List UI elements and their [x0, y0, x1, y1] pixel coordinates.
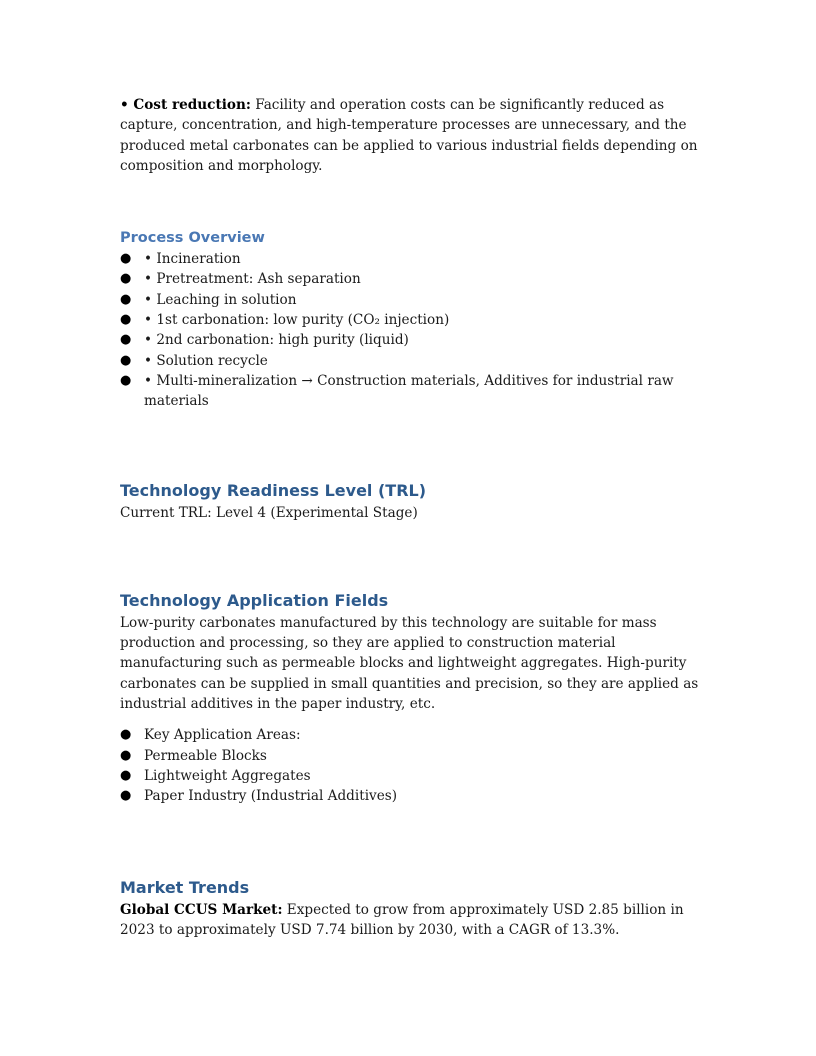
bullet-icon: ●	[120, 251, 132, 267]
list-item	[120, 746, 700, 766]
bullet-icon: ●	[120, 332, 132, 348]
bullet-icon: ●	[120, 727, 132, 743]
bullet-icon: ●	[120, 352, 132, 368]
application-section	[120, 591, 700, 807]
trl-heading: Technology Readiness Level (TRL)	[120, 480, 427, 500]
list-item	[120, 786, 700, 806]
list-item	[120, 766, 700, 786]
trl-text: Current TRL: Level 4 (Experimental Stage)	[120, 504, 418, 521]
market-section	[120, 878, 700, 941]
process-step: • 1st carbonation: low purity (CO₂ injection)	[144, 312, 450, 329]
process-step: • Incineration	[144, 251, 241, 268]
list-item	[120, 351, 700, 371]
process-step: • 2nd carbonation: high purity (liquid)	[144, 332, 409, 349]
process-step: • Multi-mineralization → Construction materials, Additives for industrial raw materials	[144, 372, 674, 410]
list-item	[120, 330, 700, 350]
application-item: Key Application Areas:	[144, 727, 301, 744]
bullet-icon: ●	[120, 767, 132, 783]
cost-reduction-label: • Cost reduction:	[120, 97, 251, 113]
market-text: Expected to grow from approximately USD 2.85 billion in 2023 to approximately USD 7.74 billion by 2030, with a CAGR of 13.3%.	[120, 901, 684, 938]
bullet-icon: ●	[120, 312, 132, 328]
list-item	[120, 249, 700, 269]
process-step: • Leaching in solution	[144, 291, 297, 308]
list-item	[120, 725, 700, 745]
list-item	[120, 290, 700, 310]
application-heading: Technology Application Fields	[120, 590, 389, 610]
trl-section	[120, 481, 700, 523]
process-overview-heading: Process Overview	[120, 230, 265, 247]
application-list	[120, 725, 700, 806]
bullet-icon: ●	[120, 291, 132, 307]
document-content	[120, 95, 700, 940]
list-item	[120, 269, 700, 289]
process-steps-list	[120, 249, 700, 411]
application-text: Low-purity carbonates manufactured by this technology are suitable for mass production and processing, so they are applied to construction material manufacturing such as permeable blocks and lightweight aggregates. High-purity carbonates can be supplied in small quantities and precision, so they are applied as industrial additives in the paper industry, etc.	[120, 614, 699, 713]
bullet-icon: ●	[120, 372, 132, 388]
list-item	[120, 310, 700, 330]
bullet-icon: ●	[120, 747, 132, 763]
process-step: • Pretreatment: Ash separation	[144, 271, 361, 288]
cost-reduction-text: Facility and operation costs can be significantly reduced as capture, concentration, and high-temperature processes are unnecessary, and the produced metal carbonates can be applied to various industrial fields depending on composition and morphology.	[120, 97, 698, 174]
market-label: Global CCUS Market:	[120, 901, 283, 918]
cost-reduction-paragraph	[120, 95, 700, 176]
market-heading: Market Trends	[120, 877, 250, 897]
application-item: Lightweight Aggregates	[144, 767, 311, 784]
bullet-icon: ●	[120, 271, 132, 287]
bullet-icon: ●	[120, 788, 132, 804]
process-step: • Solution recycle	[144, 352, 268, 369]
application-item: Paper Industry (Industrial Additives)	[144, 788, 398, 805]
market-paragraph	[120, 900, 700, 941]
application-item: Permeable Blocks	[144, 747, 267, 764]
list-item	[120, 371, 700, 412]
